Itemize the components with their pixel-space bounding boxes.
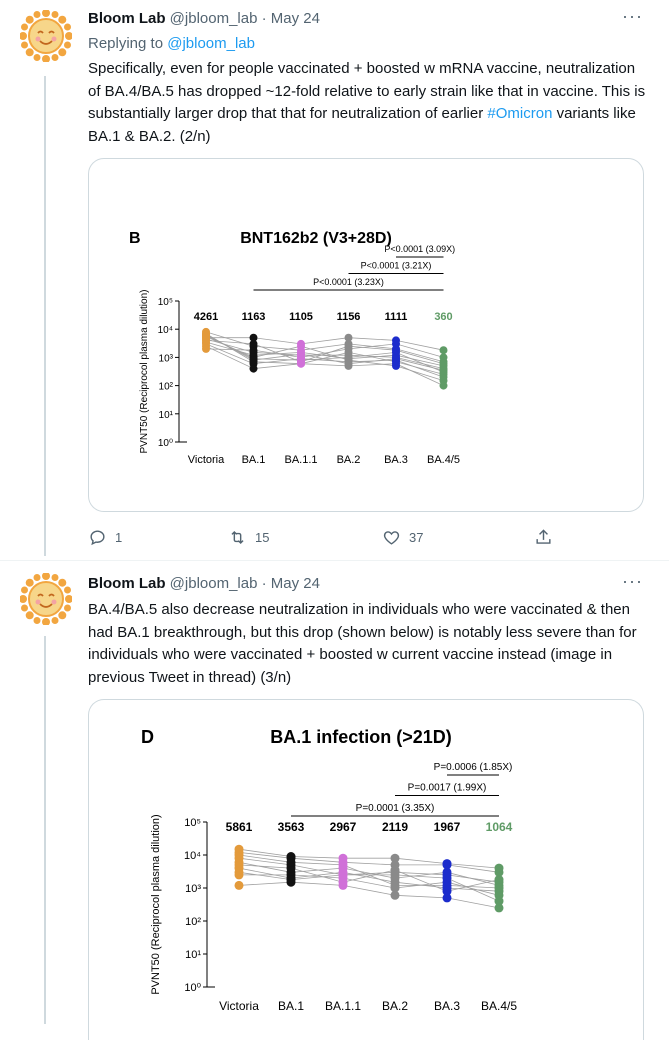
donor-line: [206, 338, 444, 351]
y-tick-label: 10⁴: [184, 850, 201, 862]
like-action[interactable]: [382, 522, 423, 552]
data-point: [250, 356, 258, 364]
chart-title: BA.1 infection (>21D): [270, 727, 452, 747]
geomean-label: 1111: [384, 311, 408, 323]
geomean-label: 5861: [225, 820, 253, 834]
y-tick-label: 10²: [185, 916, 201, 928]
tweet-image-card[interactable]: [88, 699, 644, 1040]
like-count: 37: [409, 529, 424, 545]
comparison-label: P=0.0001 (3.35X): [355, 803, 435, 814]
data-point: [391, 870, 400, 879]
y-tick-label: 10⁰: [184, 982, 201, 994]
replying-to: [88, 35, 255, 52]
replying-to-link[interactable]: @jbloom_lab: [167, 35, 255, 52]
y-tick-label: 10⁰: [157, 438, 173, 449]
x-tick-label: BA.3: [384, 454, 408, 466]
chart-title: BNT162b2 (V3+28D): [240, 230, 392, 247]
reply-count: 1: [115, 529, 123, 545]
tweet-text: [88, 58, 648, 148]
geomean-label: 2967: [329, 820, 357, 834]
data-point: [235, 881, 244, 890]
replying-to-prefix: Replying to: [88, 35, 168, 52]
data-point: [495, 897, 504, 906]
data-point: [235, 868, 244, 877]
data-point: [297, 342, 305, 350]
x-tick-label: BA.2: [336, 454, 361, 466]
x-tick-label: BA.2: [381, 999, 409, 1013]
y-tick-label: 10³: [185, 883, 201, 895]
panel-letter: D: [141, 727, 154, 747]
y-tick-label: 10²: [158, 381, 173, 393]
data-point: [440, 346, 448, 354]
data-point: [250, 340, 258, 348]
data-point: [495, 875, 504, 884]
retweet-icon: [228, 528, 247, 547]
x-tick-label: Victoria: [187, 454, 225, 466]
data-point: [250, 365, 258, 373]
more-options-icon[interactable]: ···: [622, 6, 643, 26]
donor-line: [239, 868, 499, 891]
comparison-label: P<0.0001 (3.09X): [384, 244, 456, 254]
comparison-label: P<0.0001 (3.23X): [313, 277, 384, 287]
data-point: [345, 360, 353, 368]
share-icon: [534, 528, 553, 547]
data-point: [297, 358, 305, 366]
tweet-header: [88, 575, 320, 592]
avatar-sun-icon[interactable]: [20, 573, 72, 625]
x-tick-label: BA.4/5: [480, 999, 518, 1013]
y-tick-label: 10⁵: [157, 297, 173, 308]
x-tick-label: BA.1: [241, 454, 266, 466]
data-point: [495, 884, 504, 893]
tweet-text: BA.4/BA.5 also decrease neutralization in individuals who were vaccinated & then had BA.1 breakthrough, but this drop (shown below) is notably less severe than for individuals who were vaccinated + boosted w current vaccine instead (image in previous Tweet in thread) (3/n): [88, 601, 637, 686]
data-point: [297, 350, 305, 358]
data-point: [392, 346, 400, 354]
x-tick-label: BA.1.1: [284, 454, 318, 466]
comparison-label: P<0.0001 (3.21X): [360, 260, 432, 271]
data-point: [202, 331, 210, 339]
data-point: [339, 870, 348, 879]
share-action[interactable]: [534, 522, 553, 552]
data-point: [391, 854, 400, 863]
y-tick-label: 10¹: [158, 409, 173, 421]
heart-icon: [382, 528, 401, 547]
tweet-header: [88, 10, 320, 27]
x-tick-label: BA.3: [433, 999, 461, 1013]
tweet-text-part-2: variants like BA.1 & BA.2. (2/n): [88, 105, 636, 145]
header-separator: ·: [261, 10, 267, 27]
data-point: [443, 881, 452, 890]
header-separator: ·: [261, 575, 267, 592]
neutralization-chart-d: [89, 700, 643, 1040]
data-point: [202, 345, 210, 353]
neutralization-chart-b: [89, 159, 643, 511]
retweet-action[interactable]: [228, 522, 269, 552]
data-point: [287, 875, 296, 884]
geomean-label: 1105: [289, 311, 313, 323]
data-point: [287, 858, 296, 867]
panel-letter: B: [129, 230, 141, 247]
y-axis-label: PVNT50 (Reciprocol plasma dilution): [150, 814, 162, 995]
reply-action[interactable]: [88, 522, 122, 552]
geomean-label: 360: [434, 311, 453, 323]
retweet-count: 15: [255, 529, 270, 545]
x-tick-label: BA.4/5: [426, 454, 461, 466]
donor-line: [239, 852, 499, 872]
author-name[interactable]: Bloom Lab: [88, 10, 166, 27]
tweet-3[interactable]: [0, 561, 669, 1024]
data-point: [392, 362, 400, 370]
data-point: [345, 342, 353, 350]
geomean-label: 1156: [336, 311, 361, 323]
data-point: [339, 860, 348, 869]
more-options-icon[interactable]: ···: [622, 571, 643, 591]
tweet-date[interactable]: May 24: [270, 575, 320, 592]
data-point: [440, 377, 448, 385]
tweet-text-part-1: Specifically, even for people vaccinated + boosted w mRNA vaccine, neutralization of BA.4/BA.5 has dropped ~12-fold relative to early strain like that in vaccine. This is substantially larger drop that that for neutralization of earlier: [88, 60, 646, 122]
geomean-label: 1163: [241, 311, 266, 323]
author-handle[interactable]: @jbloom_lab: [169, 575, 258, 592]
data-point: [345, 334, 353, 342]
author-handle[interactable]: @jbloom_lab: [169, 10, 258, 27]
geomean-label: 2119: [381, 820, 409, 834]
y-tick-label: 10⁵: [184, 817, 201, 829]
geomean-label: 4261: [193, 311, 219, 323]
comparison-label: P=0.0006 (1.85X): [433, 762, 513, 773]
data-point: [440, 366, 448, 374]
y-tick-label: 10³: [158, 353, 173, 365]
x-tick-label: BA.1.1: [324, 999, 362, 1013]
avatar-sun-icon[interactable]: [20, 10, 72, 62]
geomean-label: 1064: [485, 820, 513, 834]
y-tick-label: 10⁴: [157, 325, 173, 337]
y-axis-label: PVNT50 (Reciprocol plasma dilution): [139, 289, 150, 454]
data-point: [443, 859, 452, 868]
geomean-label: 1967: [433, 820, 461, 834]
data-point: [392, 355, 400, 363]
x-tick-label: BA.1: [277, 999, 305, 1013]
data-point: [235, 851, 244, 860]
y-tick-label: 10¹: [185, 949, 201, 961]
tweet-actions: [88, 522, 568, 552]
reply-icon: [88, 528, 107, 547]
x-tick-label: Victoria: [219, 999, 259, 1013]
hashtag-link[interactable]: #Omicron: [487, 105, 553, 122]
tweet-image-card[interactable]: [88, 158, 644, 512]
author-name[interactable]: Bloom Lab: [88, 575, 166, 592]
data-point: [391, 881, 400, 890]
comparison-label: P=0.0017 (1.99X): [407, 782, 487, 794]
geomean-label: 3563: [277, 820, 305, 834]
donor-line: [239, 849, 499, 868]
tweet-date[interactable]: May 24: [270, 10, 320, 27]
data-point: [495, 864, 504, 873]
